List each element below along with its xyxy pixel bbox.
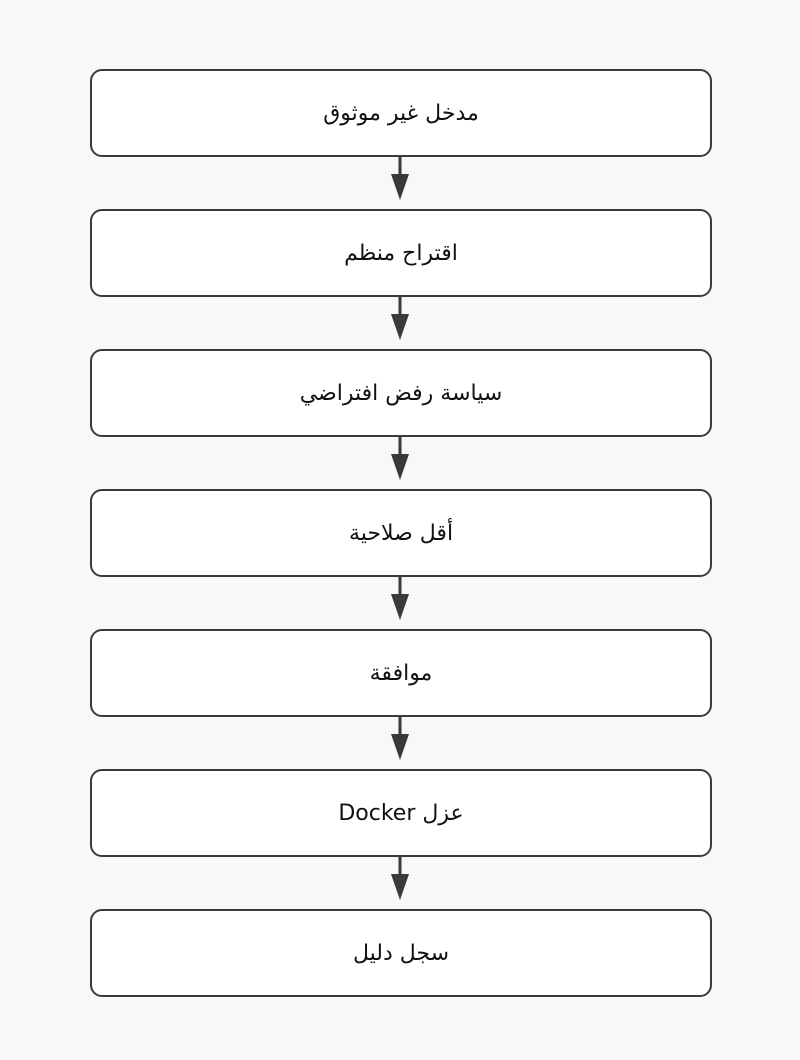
step-untrusted-input xyxy=(90,69,712,157)
step-label: أقل صلاحية xyxy=(348,520,454,546)
arrow-down-icon xyxy=(388,716,412,760)
step-evidence-log xyxy=(90,909,712,997)
step-least-privilege xyxy=(90,489,712,577)
arrow-down-icon xyxy=(388,576,412,620)
step-label: موافقة xyxy=(369,660,433,686)
arrow-down-icon xyxy=(388,436,412,480)
arrow-down-icon xyxy=(388,156,412,200)
step-label: سياسة رفض افتراضي xyxy=(299,380,503,406)
step-structured-proposal xyxy=(90,209,712,297)
step-label: مدخل غير موثوق xyxy=(323,100,479,126)
step-default-deny-policy xyxy=(90,349,712,437)
step-label: اقتراح منظم xyxy=(344,240,458,266)
step-docker-isolation xyxy=(90,769,712,857)
step-label: سجل دليل xyxy=(352,940,450,966)
arrow-down-icon xyxy=(388,856,412,900)
arrow-down-icon xyxy=(388,296,412,340)
step-approval xyxy=(90,629,712,717)
step-label: عزل Docker xyxy=(338,800,464,826)
